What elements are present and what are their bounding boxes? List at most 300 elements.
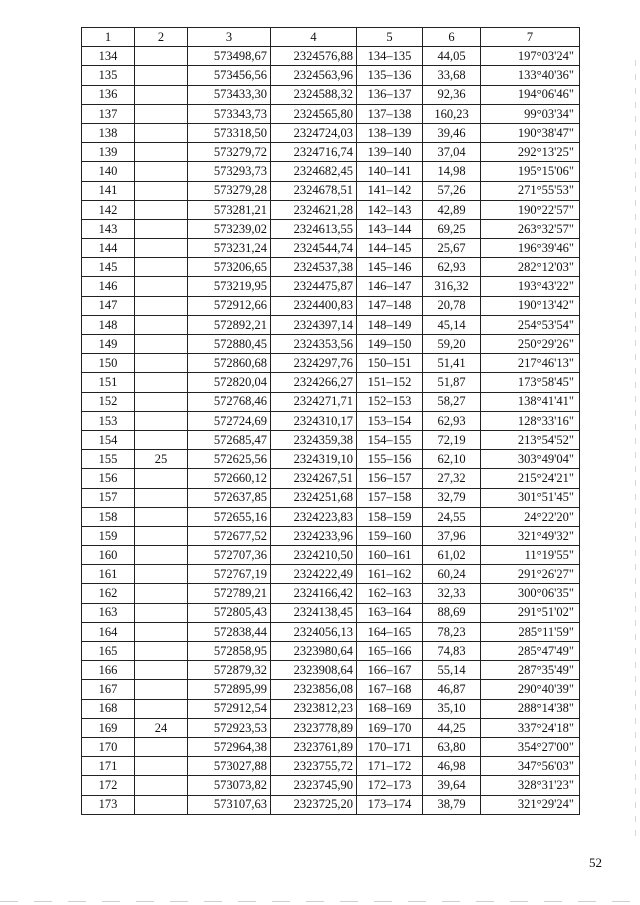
cell-coordinate-y: 2324210,50 <box>271 546 357 565</box>
table-row <box>82 546 580 565</box>
cell-section-number <box>135 776 188 795</box>
cell-coordinate-x: 572677,52 <box>188 526 271 545</box>
cell-direction-angle: 290°40'39" <box>481 680 580 699</box>
cell-section-number <box>135 526 188 545</box>
cell-segment: 166–167 <box>357 661 423 680</box>
cell-point-number: 160 <box>82 546 135 565</box>
cell-segment: 155–156 <box>357 450 423 469</box>
cell-coordinate-x: 572880,45 <box>188 335 271 354</box>
cell-segment: 136–137 <box>357 85 423 104</box>
cell-coordinate-y: 2324576,88 <box>271 47 357 66</box>
cell-point-number: 152 <box>82 392 135 411</box>
cell-length: 58,27 <box>423 392 481 411</box>
cell-length: 92,36 <box>423 85 481 104</box>
cell-direction-angle: 354°27'00" <box>481 737 580 756</box>
table-row <box>82 776 580 795</box>
cell-length: 46,98 <box>423 757 481 776</box>
table-row <box>82 47 580 66</box>
cell-point-number: 140 <box>82 162 135 181</box>
cell-segment: 139–140 <box>357 143 423 162</box>
cell-point-number: 171 <box>82 757 135 776</box>
cell-segment: 148–149 <box>357 315 423 334</box>
cell-direction-angle: 321°29'24" <box>481 795 580 814</box>
cell-coordinate-y: 2324563,96 <box>271 66 357 85</box>
cell-coordinate-x: 573293,73 <box>188 162 271 181</box>
cell-direction-angle: 195°15'06" <box>481 162 580 181</box>
scan-edge-mark <box>635 60 636 840</box>
cell-length: 60,24 <box>423 565 481 584</box>
cell-coordinate-y: 2324397,14 <box>271 315 357 334</box>
cell-direction-angle: 303°49'04" <box>481 450 580 469</box>
cell-length: 62,93 <box>423 258 481 277</box>
cell-coordinate-y: 2324310,17 <box>271 411 357 430</box>
cell-segment: 173–174 <box>357 795 423 814</box>
cell-coordinate-y: 2324267,51 <box>271 469 357 488</box>
cell-segment: 134–135 <box>357 47 423 66</box>
cell-point-number: 149 <box>82 335 135 354</box>
cell-length: 55,14 <box>423 661 481 680</box>
column-header-1: 1 <box>82 28 135 47</box>
cell-length: 44,05 <box>423 47 481 66</box>
cell-direction-angle: 271°55'53" <box>481 181 580 200</box>
cell-length: 160,23 <box>423 104 481 123</box>
cell-segment: 154–155 <box>357 430 423 449</box>
table-row <box>82 277 580 296</box>
cell-direction-angle: 99°03'34" <box>481 104 580 123</box>
cell-coordinate-x: 573456,56 <box>188 66 271 85</box>
cell-segment: 153–154 <box>357 411 423 430</box>
cell-segment: 156–157 <box>357 469 423 488</box>
table-row <box>82 411 580 430</box>
table-row <box>82 373 580 392</box>
table-row <box>82 335 580 354</box>
cell-coordinate-x: 572685,47 <box>188 430 271 449</box>
cell-direction-angle: 301°51'45" <box>481 488 580 507</box>
cell-point-number: 167 <box>82 680 135 699</box>
cell-segment: 168–169 <box>357 699 423 718</box>
cell-coordinate-y: 2324297,76 <box>271 354 357 373</box>
cell-point-number: 166 <box>82 661 135 680</box>
cell-segment: 141–142 <box>357 181 423 200</box>
table-row <box>82 66 580 85</box>
cell-direction-angle: 250°29'26" <box>481 335 580 354</box>
cell-segment: 170–171 <box>357 737 423 756</box>
cell-coordinate-y: 2324222,49 <box>271 565 357 584</box>
cell-length: 61,02 <box>423 546 481 565</box>
table-row <box>82 507 580 526</box>
cell-direction-angle: 173°58'45" <box>481 373 580 392</box>
cell-coordinate-x: 573279,28 <box>188 181 271 200</box>
cell-section-number <box>135 603 188 622</box>
cell-segment: 161–162 <box>357 565 423 584</box>
cell-coordinate-y: 2323745,90 <box>271 776 357 795</box>
cell-direction-angle: 193°43'22" <box>481 277 580 296</box>
cell-section-number <box>135 642 188 661</box>
cell-length: 78,23 <box>423 622 481 641</box>
cell-section-number <box>135 392 188 411</box>
cell-length: 51,41 <box>423 354 481 373</box>
table-row <box>82 622 580 641</box>
cell-segment: 172–173 <box>357 776 423 795</box>
cell-direction-angle: 291°51'02" <box>481 603 580 622</box>
table-row <box>82 123 580 142</box>
cell-direction-angle: 128°33'16" <box>481 411 580 430</box>
cell-coordinate-x: 573433,30 <box>188 85 271 104</box>
table-row <box>82 162 580 181</box>
column-header-5: 5 <box>357 28 423 47</box>
cell-direction-angle: 263°32'57" <box>481 219 580 238</box>
cell-point-number: 146 <box>82 277 135 296</box>
cell-point-number: 137 <box>82 104 135 123</box>
cell-point-number: 136 <box>82 85 135 104</box>
cell-section-number <box>135 430 188 449</box>
cell-coordinate-y: 2323980,64 <box>271 642 357 661</box>
table-row <box>82 143 580 162</box>
table-row <box>82 526 580 545</box>
cell-coordinate-y: 2324682,45 <box>271 162 357 181</box>
cell-coordinate-x: 573206,65 <box>188 258 271 277</box>
cell-section-number <box>135 795 188 814</box>
cell-coordinate-y: 2324400,83 <box>271 296 357 315</box>
cell-point-number: 139 <box>82 143 135 162</box>
cell-coordinate-x: 572789,21 <box>188 584 271 603</box>
cell-coordinate-x: 573281,21 <box>188 200 271 219</box>
cell-segment: 157–158 <box>357 488 423 507</box>
cell-section-number <box>135 622 188 641</box>
cell-coordinate-y: 2323856,08 <box>271 680 357 699</box>
table-row <box>82 603 580 622</box>
cell-segment: 142–143 <box>357 200 423 219</box>
cell-length: 63,80 <box>423 737 481 756</box>
cell-segment: 159–160 <box>357 526 423 545</box>
cell-coordinate-x: 572768,46 <box>188 392 271 411</box>
table-row <box>82 565 580 584</box>
cell-coordinate-x: 573279,72 <box>188 143 271 162</box>
cell-direction-angle: 288°14'38" <box>481 699 580 718</box>
cell-section-number <box>135 469 188 488</box>
table-row <box>82 680 580 699</box>
cell-direction-angle: 194°06'46" <box>481 85 580 104</box>
cell-point-number: 145 <box>82 258 135 277</box>
column-header-2: 2 <box>135 28 188 47</box>
cell-coordinate-y: 2324056,13 <box>271 622 357 641</box>
scan-bottom-mark <box>0 901 640 902</box>
cell-coordinate-y: 2324233,96 <box>271 526 357 545</box>
cell-section-number <box>135 239 188 258</box>
cell-section-number <box>135 546 188 565</box>
cell-coordinate-x: 572892,21 <box>188 315 271 334</box>
cell-point-number: 158 <box>82 507 135 526</box>
table-row <box>82 737 580 756</box>
cell-segment: 150–151 <box>357 354 423 373</box>
table-row <box>82 258 580 277</box>
cell-length: 72,19 <box>423 430 481 449</box>
cell-point-number: 134 <box>82 47 135 66</box>
cell-direction-angle: 287°35'49" <box>481 661 580 680</box>
table-row <box>82 104 580 123</box>
cell-coordinate-x: 572858,95 <box>188 642 271 661</box>
cell-segment: 169–170 <box>357 718 423 737</box>
cell-section-number <box>135 488 188 507</box>
table-row <box>82 584 580 603</box>
cell-section-number <box>135 335 188 354</box>
cell-segment: 158–159 <box>357 507 423 526</box>
cell-section-number <box>135 162 188 181</box>
cell-coordinate-x: 573027,88 <box>188 757 271 776</box>
table-row <box>82 699 580 718</box>
cell-section-number <box>135 699 188 718</box>
cell-direction-angle: 213°54'52" <box>481 430 580 449</box>
cell-coordinate-x: 572820,04 <box>188 373 271 392</box>
cell-coordinate-y: 2324724,03 <box>271 123 357 142</box>
cell-segment: 145–146 <box>357 258 423 277</box>
cell-coordinate-y: 2323908,64 <box>271 661 357 680</box>
cell-length: 88,69 <box>423 603 481 622</box>
table-row <box>82 795 580 814</box>
cell-length: 42,89 <box>423 200 481 219</box>
table-body <box>82 47 580 815</box>
cell-section-number <box>135 373 188 392</box>
cell-point-number: 150 <box>82 354 135 373</box>
cell-point-number: 151 <box>82 373 135 392</box>
cell-point-number: 153 <box>82 411 135 430</box>
cell-length: 46,87 <box>423 680 481 699</box>
table-row <box>82 296 580 315</box>
cell-direction-angle: 138°41'41" <box>481 392 580 411</box>
cell-point-number: 144 <box>82 239 135 258</box>
cell-length: 33,68 <box>423 66 481 85</box>
cell-segment: 143–144 <box>357 219 423 238</box>
column-header-7: 7 <box>481 28 580 47</box>
cell-segment: 140–141 <box>357 162 423 181</box>
cell-length: 25,67 <box>423 239 481 258</box>
table-row <box>82 181 580 200</box>
table-row <box>82 315 580 334</box>
cell-coordinate-y: 2324166,42 <box>271 584 357 603</box>
cell-coordinate-y: 2324359,38 <box>271 430 357 449</box>
cell-coordinate-y: 2324544,74 <box>271 239 357 258</box>
cell-length: 14,98 <box>423 162 481 181</box>
cell-coordinate-y: 2324223,83 <box>271 507 357 526</box>
cell-coordinate-x: 572655,16 <box>188 507 271 526</box>
cell-segment: 144–145 <box>357 239 423 258</box>
cell-length: 45,14 <box>423 315 481 334</box>
column-header-3: 3 <box>188 28 271 47</box>
cell-coordinate-y: 2323725,20 <box>271 795 357 814</box>
cell-section-number <box>135 104 188 123</box>
cell-section-number <box>135 354 188 373</box>
cell-coordinate-y: 2324475,87 <box>271 277 357 296</box>
cell-coordinate-y: 2324588,32 <box>271 85 357 104</box>
cell-section-number <box>135 277 188 296</box>
cell-length: 20,78 <box>423 296 481 315</box>
cell-section-number <box>135 47 188 66</box>
cell-direction-angle: 300°06'35" <box>481 584 580 603</box>
cell-length: 32,33 <box>423 584 481 603</box>
table-row <box>82 219 580 238</box>
cell-section-number <box>135 737 188 756</box>
cell-direction-angle: 282°12'03" <box>481 258 580 277</box>
cell-length: 69,25 <box>423 219 481 238</box>
cell-section-number <box>135 181 188 200</box>
cell-coordinate-x: 573231,24 <box>188 239 271 258</box>
cell-section-number: 24 <box>135 718 188 737</box>
cell-coordinate-x: 573318,50 <box>188 123 271 142</box>
cell-direction-angle: 347°56'03" <box>481 757 580 776</box>
table-row <box>82 392 580 411</box>
cell-direction-angle: 254°53'54" <box>481 315 580 334</box>
cell-direction-angle: 197°03'24" <box>481 47 580 66</box>
cell-coordinate-y: 2324678,51 <box>271 181 357 200</box>
cell-segment: 171–172 <box>357 757 423 776</box>
cell-point-number: 164 <box>82 622 135 641</box>
cell-point-number: 169 <box>82 718 135 737</box>
cell-length: 51,87 <box>423 373 481 392</box>
table-row <box>82 469 580 488</box>
cell-coordinate-x: 573073,82 <box>188 776 271 795</box>
cell-point-number: 141 <box>82 181 135 200</box>
cell-coordinate-y: 2323755,72 <box>271 757 357 776</box>
cell-point-number: 163 <box>82 603 135 622</box>
cell-segment: 138–139 <box>357 123 423 142</box>
cell-direction-angle: 217°46'13" <box>481 354 580 373</box>
cell-direction-angle: 292°13'25" <box>481 143 580 162</box>
cell-direction-angle: 196°39'46" <box>481 239 580 258</box>
cell-section-number: 25 <box>135 450 188 469</box>
cell-segment: 147–148 <box>357 296 423 315</box>
cell-section-number <box>135 200 188 219</box>
cell-coordinate-y: 2323812,23 <box>271 699 357 718</box>
cell-coordinate-x: 572912,54 <box>188 699 271 718</box>
cell-length: 27,32 <box>423 469 481 488</box>
cell-point-number: 154 <box>82 430 135 449</box>
cell-point-number: 138 <box>82 123 135 142</box>
cell-coordinate-x: 572805,43 <box>188 603 271 622</box>
cell-segment: 146–147 <box>357 277 423 296</box>
cell-length: 39,64 <box>423 776 481 795</box>
cell-section-number <box>135 680 188 699</box>
table-row <box>82 757 580 776</box>
cell-section-number <box>135 296 188 315</box>
cell-coordinate-y: 2324138,45 <box>271 603 357 622</box>
cell-segment: 149–150 <box>357 335 423 354</box>
cell-length: 24,55 <box>423 507 481 526</box>
cell-segment: 152–153 <box>357 392 423 411</box>
cell-point-number: 148 <box>82 315 135 334</box>
cell-section-number <box>135 411 188 430</box>
cell-direction-angle: 24°22'20" <box>481 507 580 526</box>
cell-coordinate-y: 2324353,56 <box>271 335 357 354</box>
cell-direction-angle: 190°13'42" <box>481 296 580 315</box>
cell-direction-angle: 190°38'47" <box>481 123 580 142</box>
column-header-4: 4 <box>271 28 357 47</box>
cell-coordinate-x: 573343,73 <box>188 104 271 123</box>
cell-length: 37,96 <box>423 526 481 545</box>
cell-length: 316,32 <box>423 277 481 296</box>
cell-coordinate-x: 572707,36 <box>188 546 271 565</box>
cell-segment: 162–163 <box>357 584 423 603</box>
cell-direction-angle: 328°31'23" <box>481 776 580 795</box>
cell-point-number: 165 <box>82 642 135 661</box>
table-row <box>82 642 580 661</box>
cell-coordinate-y: 2324716,74 <box>271 143 357 162</box>
cell-length: 57,26 <box>423 181 481 200</box>
cell-length: 74,83 <box>423 642 481 661</box>
cell-segment: 165–166 <box>357 642 423 661</box>
table-row <box>82 718 580 737</box>
cell-coordinate-y: 2324621,28 <box>271 200 357 219</box>
cell-length: 62,93 <box>423 411 481 430</box>
table-row <box>82 200 580 219</box>
cell-direction-angle: 133°40'36" <box>481 66 580 85</box>
cell-section-number <box>135 565 188 584</box>
cell-section-number <box>135 507 188 526</box>
table-row <box>82 85 580 104</box>
cell-section-number <box>135 123 188 142</box>
cell-point-number: 157 <box>82 488 135 507</box>
table-row <box>82 430 580 449</box>
cell-section-number <box>135 143 188 162</box>
cell-coordinate-x: 572660,12 <box>188 469 271 488</box>
cell-coordinate-x: 572895,99 <box>188 680 271 699</box>
cell-coordinate-y: 2324565,80 <box>271 104 357 123</box>
table-header-row <box>82 28 580 47</box>
cell-length: 32,79 <box>423 488 481 507</box>
cell-section-number <box>135 85 188 104</box>
page-number: 52 <box>589 855 602 870</box>
column-header-6: 6 <box>423 28 481 47</box>
cell-coordinate-y: 2324251,68 <box>271 488 357 507</box>
table-row <box>82 239 580 258</box>
cell-coordinate-x: 572838,44 <box>188 622 271 641</box>
cell-coordinate-y: 2323778,89 <box>271 718 357 737</box>
cell-coordinate-x: 572767,19 <box>188 565 271 584</box>
cell-section-number <box>135 66 188 85</box>
cell-direction-angle: 285°11'59" <box>481 622 580 641</box>
table-row <box>82 354 580 373</box>
table-row <box>82 488 580 507</box>
cell-direction-angle: 190°22'57" <box>481 200 580 219</box>
cell-coordinate-y: 2324537,38 <box>271 258 357 277</box>
cell-length: 38,79 <box>423 795 481 814</box>
cell-point-number: 143 <box>82 219 135 238</box>
cell-coordinate-y: 2323761,89 <box>271 737 357 756</box>
cell-point-number: 135 <box>82 66 135 85</box>
cell-direction-angle: 11°19'55" <box>481 546 580 565</box>
cell-point-number: 173 <box>82 795 135 814</box>
cell-point-number: 168 <box>82 699 135 718</box>
cell-point-number: 147 <box>82 296 135 315</box>
cell-point-number: 162 <box>82 584 135 603</box>
cell-point-number: 156 <box>82 469 135 488</box>
cell-point-number: 172 <box>82 776 135 795</box>
cell-segment: 135–136 <box>357 66 423 85</box>
cell-coordinate-y: 2324613,55 <box>271 219 357 238</box>
cell-coordinate-x: 572860,68 <box>188 354 271 373</box>
cell-length: 59,20 <box>423 335 481 354</box>
cell-direction-angle: 215°24'21" <box>481 469 580 488</box>
cell-point-number: 142 <box>82 200 135 219</box>
cell-segment: 160–161 <box>357 546 423 565</box>
cell-segment: 164–165 <box>357 622 423 641</box>
cell-section-number <box>135 258 188 277</box>
cell-length: 39,46 <box>423 123 481 142</box>
cell-segment: 151–152 <box>357 373 423 392</box>
cell-section-number <box>135 757 188 776</box>
cell-coordinate-x: 572923,53 <box>188 718 271 737</box>
cell-section-number <box>135 661 188 680</box>
cell-coordinate-x: 573219,95 <box>188 277 271 296</box>
